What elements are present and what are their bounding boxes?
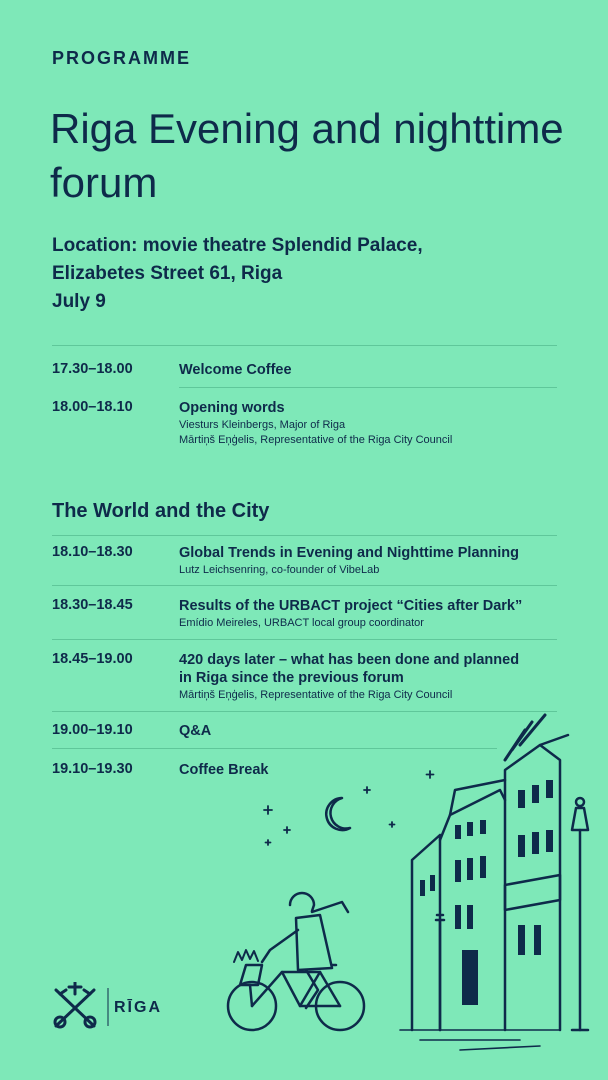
street-lamp-icon <box>572 798 588 1030</box>
divider <box>52 711 557 712</box>
divider <box>52 345 557 346</box>
location-line-2: Elizabetes Street 61, Riga <box>52 263 283 284</box>
bicycle-icon <box>228 965 364 1030</box>
speaker: Lutz Leichsenring, co-founder of VibeLab <box>179 564 380 576</box>
page-title: Riga Evening and nighttime forum <box>50 105 564 206</box>
session-time: 19.10–19.30 <box>52 761 133 777</box>
speaker: Emídio Meireles, URBACT local group coordinator <box>179 617 424 629</box>
divider <box>52 585 557 586</box>
speaker: Mārtiņš Eņģelis, Representative of the Riga City Council <box>179 689 453 701</box>
session-time: 18.00–18.10 <box>52 399 133 415</box>
session-time: 19.00–19.10 <box>52 722 133 738</box>
session-title: Results of the URBACT project “Cities after Dark” <box>179 598 523 614</box>
session-title: Welcome Coffee <box>179 362 292 378</box>
session-title: Opening words <box>179 400 285 416</box>
session-title: Global Trends in Evening and Nighttime Planning <box>179 545 519 561</box>
session-time: 18.45–19.00 <box>52 651 133 667</box>
divider <box>52 748 497 749</box>
kicker: PROGRAMME <box>52 48 191 68</box>
divider <box>179 387 557 388</box>
session-title: Coffee Break <box>179 762 269 778</box>
divider <box>52 639 557 640</box>
session-time: 18.30–18.45 <box>52 597 133 613</box>
session-time: 17.30–18.00 <box>52 361 133 377</box>
session-title: 420 days later – what has been done and planned <box>179 652 520 668</box>
event-date: July 9 <box>52 291 106 312</box>
location-line-1: Location: movie theatre Splendid Palace, <box>52 235 423 256</box>
star-icon <box>264 771 434 845</box>
moon-icon <box>326 798 350 830</box>
session-time: 18.10–18.30 <box>52 544 133 560</box>
logo-wordmark: RĪGA <box>114 999 162 1016</box>
speaker: Viesturs Kleinbergs, Major of Riga <box>179 419 346 431</box>
section-title: The World and the City <box>52 500 270 522</box>
divider <box>52 535 557 536</box>
session-title: Q&A <box>179 723 212 739</box>
event-meta <box>52 232 572 316</box>
speaker: Mārtiņš Eņģelis, Representative of the Riga City Council <box>179 434 453 446</box>
session-title-cont: in Riga since the previous forum <box>179 670 404 686</box>
